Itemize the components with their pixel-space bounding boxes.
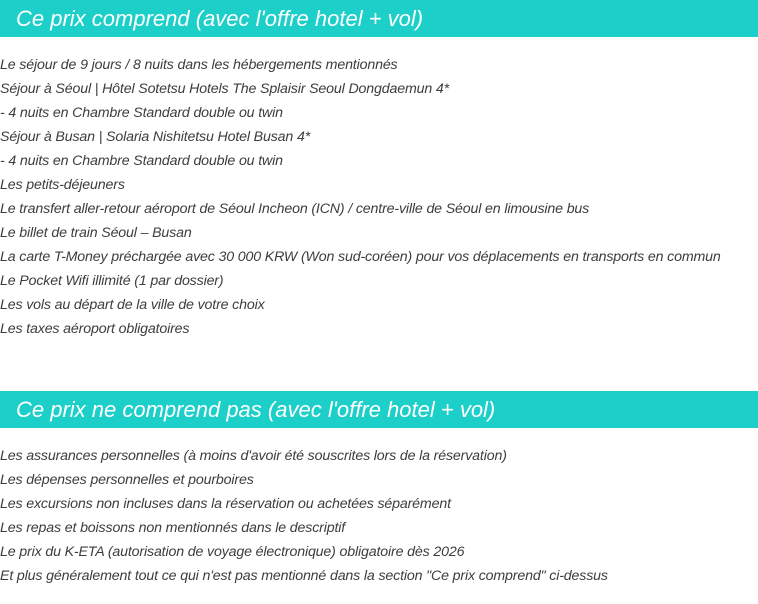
list-item: - 4 nuits en Chambre Standard double ou twin bbox=[0, 153, 283, 169]
list-item: La carte T-Money préchargée avec 30 000 KRW (Won sud-coréen) pour vos déplacements en transports en commun bbox=[0, 249, 721, 265]
section-title-price-includes: Ce prix comprend (avec l'offre hotel + vol) bbox=[0, 0, 758, 37]
section-title-price-excludes: Ce prix ne comprend pas (avec l'offre hotel + vol) bbox=[0, 391, 758, 428]
list-item: Les dépenses personnelles et pourboires bbox=[0, 472, 254, 488]
price-excludes-list bbox=[0, 444, 758, 588]
price-includes-list bbox=[0, 53, 758, 341]
list-item: Les excursions non incluses dans la réservation ou achetées séparément bbox=[0, 496, 451, 512]
list-item: Et plus généralement tout ce qui n'est pas mentionné dans la section "Ce prix comprend" ci-dessus bbox=[0, 568, 608, 584]
list-item: Le billet de train Séoul – Busan bbox=[0, 225, 192, 241]
list-item: Le transfert aller-retour aéroport de Séoul Incheon (ICN) / centre-ville de Séoul en limousine bus bbox=[0, 201, 590, 217]
list-item: Les assurances personnelles (à moins d'avoir été souscrites lors de la réservation) bbox=[0, 448, 507, 464]
list-item: Séjour à Séoul | Hôtel Sotetsu Hotels The Splaisir Seoul Dongdaemun 4* bbox=[0, 81, 450, 97]
list-item: Les vols au départ de la ville de votre choix bbox=[0, 297, 265, 313]
list-item: Le séjour de 9 jours / 8 nuits dans les hébergements mentionnés bbox=[0, 57, 398, 73]
list-item: Les petits-déjeuners bbox=[0, 177, 125, 193]
list-item: Le Pocket Wifi illimité (1 par dossier) bbox=[0, 273, 224, 289]
list-item: Séjour à Busan | Solaria Nishitetsu Hotel Busan 4* bbox=[0, 129, 311, 145]
list-item: Le prix du K-ETA (autorisation de voyage électronique) obligatoire dès 2026 bbox=[0, 544, 465, 560]
list-item: Les repas et boissons non mentionnés dans le descriptif bbox=[0, 520, 346, 536]
list-item: Les taxes aéroport obligatoires bbox=[0, 321, 190, 337]
list-item: - 4 nuits en Chambre Standard double ou twin bbox=[0, 105, 283, 121]
